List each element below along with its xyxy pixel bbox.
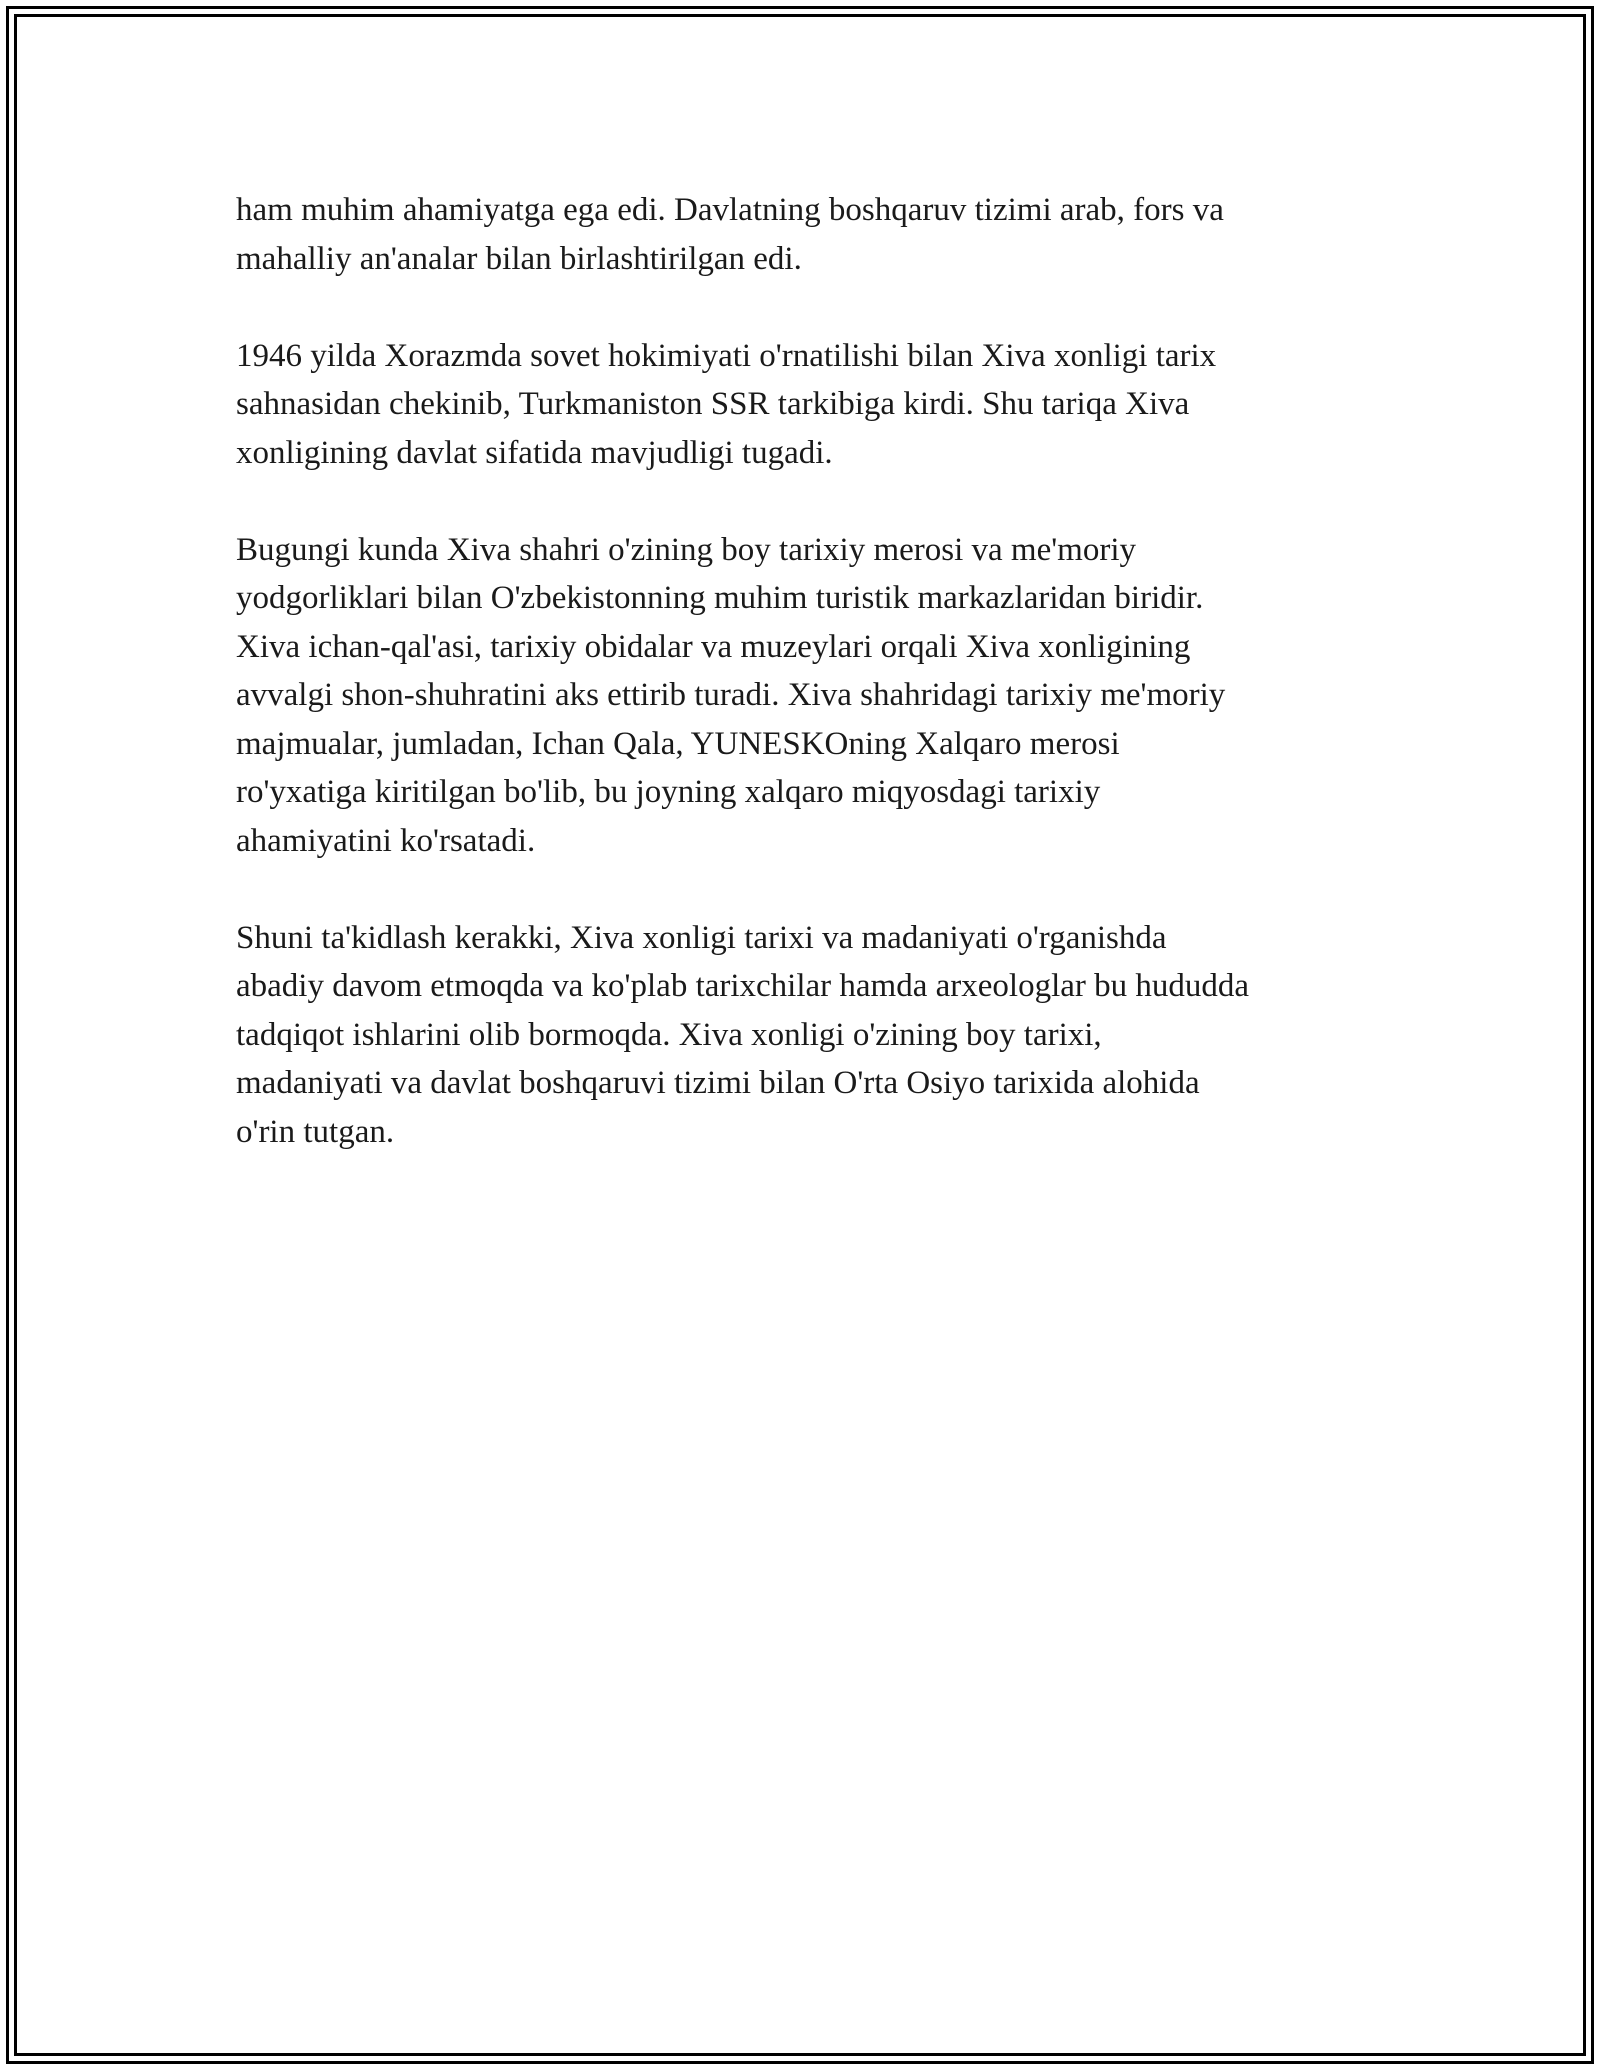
paragraph-4: Shuni ta'kidlash kerakki, Xiva xonligi tarixi va madaniyati o'rganishda abadiy davom etmoqda va ko'plab tarixchilar hamda arxeologlar bu hududda tadqiqot ishlarini olib bormoqda. Xiva xonligi o'zining boy tarixi, madaniyati va davlat boshqaruvi tizimi bilan O'rta Osiyo tarixida alohida o'rin tutgan. xyxy=(236,919,1250,1150)
paragraph-1: ham muhim ahamiyatga ega edi. Davlatning boshqaruv tizimi arab, fors va mahalliy an'analar bilan birlashtirilgan edi. xyxy=(236,192,1224,277)
document-body xyxy=(236,186,1376,1205)
paragraph-2: 1946 yilda Xorazmda sovet hokimiyati o'rnatilishi bilan Xiva xonligi tarix sahnasidan chekinib, Turkmaniston SSR tarkibiga kirdi. Shu tariqa Xiva xonligining davlat sifatida mavjudligi tugadi. xyxy=(236,337,1217,471)
paragraph-3: Bugungi kunda Xiva shahri o'zining boy tarixiy merosi va me'moriy yodgorliklari bilan O'zbekistonning muhim turistik markazlaridan biridir. Xiva ichan-qal'asi, tarixiy obidalar va muzeylari orqali Xiva xonligining avvalgi shon-shuhratini aks ettirib turadi. Xiva shahridagi tarixiy me'moriy majmualar, jumladan, Ichan Qala, YUNESKOning Xalqaro merosi ro'yxatiga kiritilgan bo'lib, bu joyning xalqaro miqyosdagi tarixiy ahamiyatini ko'rsatadi. xyxy=(236,531,1226,859)
